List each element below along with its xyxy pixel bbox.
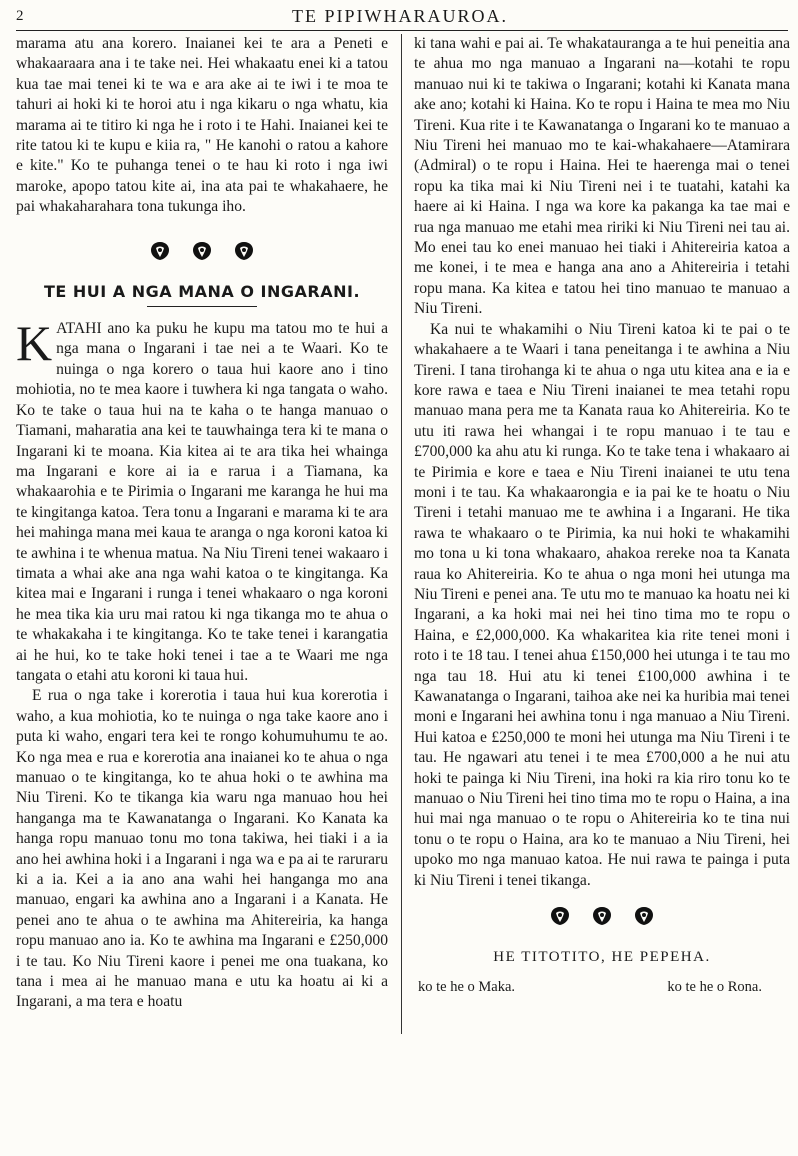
fleuron-icon <box>632 905 656 927</box>
verse-heading-row <box>414 977 790 997</box>
right-paragraph-2: Ka nui te whakamihi o Niu Tireni katoa ki te pai o te whakahaere a te Waari i tana peneitanga i te awhina a Niu Tireni. I tana tirohanga ki te ahua o nga utu kitea ana e ia e kore rawa e taea e Niu Tireni inaianei te mea tetahi ropu manuao mana pera me ta Kanata raua ko Ahitereiria. Ko te utu iti rawa hei whangai i te ropu manuao i te tau e £700,000 ka ahu atu ki runga. Ko te take tena i whakaaro ai te Pirimia e kore e taea e Niu Tireni inaianei te utu tena moni i te tau. Ka whakaarongia e ia pai ke te hoatu o Niu Tireni i tetahi manuao me te awhina i a Ingarani. He tika rawa te whakaaro o te Pirimia, ka nui hoki te whakamihi mo tona u ki tona whakaaro, ahakoa rereke noa ta Kanata raua ko Ahitereiria. Ko te ahua o nga moni hei utunga ma Niu Tireni e penei ana. Te utu mo te manuao ka hoatu nei ki Ingarani, a ka hoki mai nei hei tino tima mo te ropu o Haina, e £2,000,000. Ka whakaritea kia rite tenei moni i roto i te 18 tau. I tenei ahua £150,000 hei utunga i te tau mo nga tau 18. Hui atu ki tenei £100,000 awhina i te Kawanatanga o Ingarani, taihoa ake nei ka huribia mai tenei moni e Ingarani hei awhina tonu i nga manuao a Niu Tireni. Hui katoa e £250,000 te moni hei utunga ma Niu Tireni i te tau. He ngawari atu tenei i te mea £700,000 a he nui atu hoki te painga ki Niu Tireni, ina hoki ra kia riro tonu ko te manuao o Niu Tireni hei tino tima mo te ropu o Haina, a ina hui mai nga manuao o te ropu o Ahitereiria ko te tina nui tonu o te ropu o Haina, ara ko te manuao a Niu Tireni, hei upoko mo nga manuao katoa. He nui rawa te painga i puta ki Niu Tireni i tenei tikanga. <box>414 320 790 889</box>
page-header <box>10 4 790 30</box>
ornament-row-left <box>16 240 388 262</box>
column-divider <box>401 34 402 1034</box>
left-column <box>16 34 388 1144</box>
drop-cap: K <box>16 315 53 372</box>
left-paragraph-2-text: ATAHI ano ka puku he kupu ma tatou mo te hui a nga mana o Ingarani i tae nei a te Waari. Ko te nuinga o nga korero o taua hui kaore ano i tino mohiotia, no te mea kaore i tuwhera ki nga tangata o waho. Ko te take o taua hui na te kaha o te hanga manuao o Tiamani, maharatia ana kei te tauwhainga tera ki te mana o Ingarani ki te moana. Kia kitea ai te ara tika hei whainga ma Ingarani e kore ai ia e rarua i a Tiamana, ka whakaarohia e te Pirimia o Ingarani me karanga he hui ma te kingitanga katoa. Tera tonu a Ingarani e marama ki te ara hei mahinga mana mei kaua te aranga o nga koroni katoa ki te awhina i te whenua matua. Na Niu Tireni tenei wakaaro i timata a whai ake ana nga wahi katoa o te kingitanga. Ka kitea mai e Ingarani i runga i tenei whakaaro o nga koroni he mea tika kia uru mai ratou ki nga tikanga mo te ahua o te whakakaha i te kingitanga. Ko te take tenei i karangatia ai he hui, ko te take hoki tenei i tae a te Waari me nga tangata o etahi atu koroni ki taua hui. <box>16 320 388 684</box>
verse-heading-right: ko te he o Rona. <box>667 979 762 996</box>
page-number: 2 <box>16 8 24 24</box>
fleuron-icon <box>548 905 572 927</box>
fleuron-icon <box>590 905 614 927</box>
left-paragraph-2 <box>16 315 388 686</box>
header-rule <box>16 30 788 31</box>
fleuron-icon <box>190 240 214 262</box>
fleuron-icon <box>148 240 172 262</box>
running-title: TE PIPIWHARAUROA. <box>292 6 508 26</box>
title-rule <box>147 306 257 307</box>
section-title: TE HUI A NGA MANA O INGARANI. <box>43 281 361 301</box>
fleuron-icon <box>232 240 256 262</box>
left-paragraph-3: E rua o nga take i korerotia i taua hui kua korerotia i waho, a kua mohiotia, ko te nuinga o nga take kaore ano i puta ki waho, engari tera kei te rongo kohumuhumu te ao. Ko nga mea e rua e korerotia ana inaianei ko te ahua o nga manuao o te kingitanga, ko te ahua hoki o te awhina ma Niu Tireni. Ko te tikanga kia waru nga manuao hou hei hanganga ma te Kawanatanga o Ingarani. Ko Kanata ka hanga ropu manuao tonu mo tona takiwa, hei tiaki i a ia ano hei awhina hoki i a Ingarani i nga wa e pa ai te raruraru ki a ia. Kei a ia ano ana wahi hei hanganga mo ana manuao, engari ka awhina ano a Ingarani i a Kanata. He penei ano te ahua o te awhina ma Ahitereiria, ka hanga ropu manuao ano ia. Ko te awhina ma Ingarani e £250,000 i te tau. Ko Niu Tireni kaore i penei me ona tuakana, ko tana i mea ai he manuao mana e utu ka hoatu ai ki a Ingarani, a ma tera e hoatu <box>16 687 388 1011</box>
left-paragraph-1: marama atu ana korero. Inaianei kei te ara a Peneti e whakaaraara ana i te take nei. Hei whakaatu enei ki a tatou kua tae mai tenei ki te wa e ara ake ai te iwi i te moa te tahuri ai hoki ki te horoi atu i nga kikaru o nga whatu, kia marama ai te titiro ki nga he i roto i te Hahi. Inaianei kei te rite tatou ki te kupu e kiia ra, " He kanohi o ratou a kahore e kite." Ko te puhanga tenei o te hau ki roto i nga iwi maroke, apopo tatou kite ai, ina ata pai te whakahaere, he pai whakaharahara tona tukunga iho. <box>16 35 388 216</box>
subsection-title: HE TITOTITO, HE PEPEHA. <box>493 949 711 966</box>
right-column <box>414 34 790 1144</box>
verse-heading-left: ko te he o Maka. <box>418 979 516 996</box>
ornament-row-right <box>414 905 790 927</box>
right-paragraph-1: ki tana wahi e pai ai. Te whakatauranga a te hui peneitia ana te ahua mo nga manuao a Ingarani na—kotahi te ropu manuao nui ki te takiwa o Ingarani; kotahi ki Kanata mana ake ano; kotahi ki Haina. Ko te ropu i Haina te mea mo Niu Tireni. Kua rite i te Kawanatanga o Ingarani ko te manuao a Niu Tireni hei manuao mo te kai-whakahaere—Atamirara (Admiral) o te ropu i Haina. Hei te haerenga mai o tenei ropu ka tika mai ki Niu Tireni nei i te tuatahi, katahi ka haere ai ki Haina. I nga wa kore ka pakanga ka tae mai e rua nga manuao me etahi mea ririki ki Niu Tireni nei tau ai. Mo enei tau ko enei manuao hei tiaki i Ahitereiria katoa a me konei, i te mea e hanga ana ano a Ahitereiria i tetahi ropu mana. Ka kitea e tatou hei tino manuao te manuao a Niu Tireni. <box>414 35 790 318</box>
